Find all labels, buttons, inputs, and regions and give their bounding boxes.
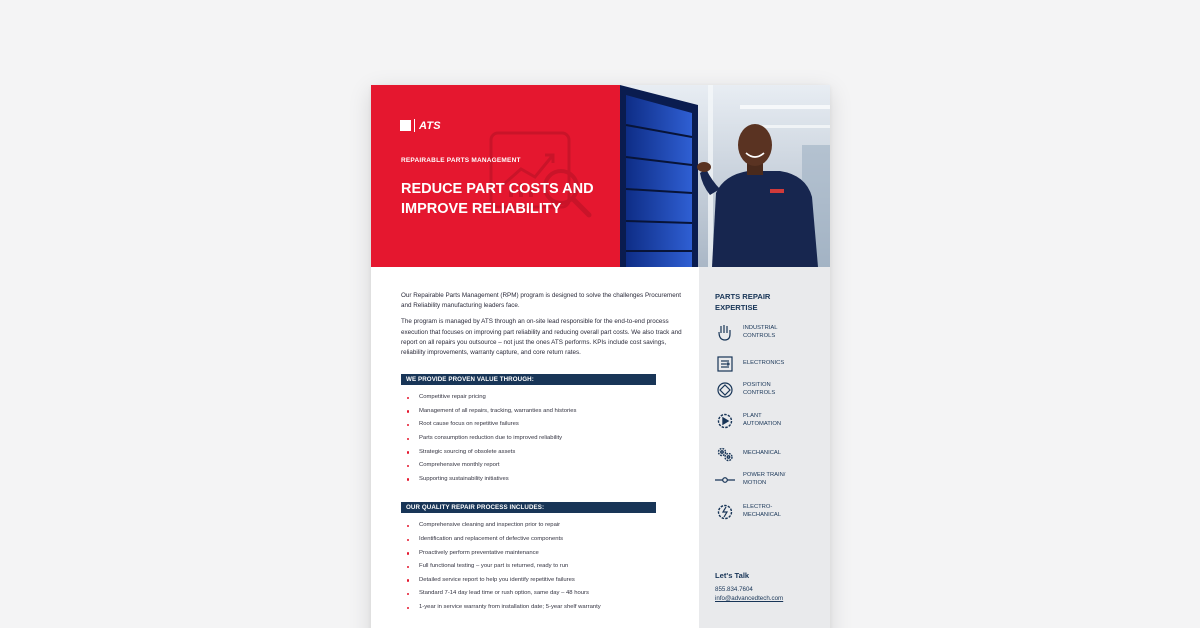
list-item: Identification and replacement of defective components — [405, 533, 691, 547]
target-icon — [715, 380, 735, 400]
play-gear-icon — [715, 411, 735, 431]
gears-icon — [715, 444, 735, 464]
eyebrow-label: REPAIRABLE PARTS MANAGEMENT — [401, 157, 521, 164]
section-heading-process: OUR QUALITY REPAIR PROCESS INCLUDES: — [401, 502, 656, 513]
logo-divider — [414, 119, 415, 132]
bolt-gear-icon — [715, 502, 735, 522]
section-heading-value: WE PROVIDE PROVEN VALUE THROUGH: — [401, 374, 656, 385]
header-banner — [371, 85, 830, 267]
flyer-document — [371, 85, 830, 628]
ats-logo — [400, 119, 441, 132]
expertise-label: CONTROLS — [743, 390, 776, 396]
header-red-panel — [371, 85, 620, 267]
list-item: Comprehensive cleaning and inspection prior to repair — [405, 519, 691, 533]
contact-email-link[interactable]: info@advancedtech.com — [715, 595, 784, 603]
list-item: Supporting sustainability initiatives — [405, 473, 691, 487]
power-train-icon — [715, 470, 735, 490]
expertise-label: CONTROLS — [743, 333, 776, 339]
sidebar-title-line2: EXPERTISE — [715, 302, 758, 312]
expertise-plant-automation — [715, 411, 803, 431]
expertise-label: MECHANICAL — [743, 450, 782, 457]
photo-illustration — [620, 85, 830, 267]
expertise-label: ELECTRONICS — [743, 360, 785, 367]
intro-paragraph-1: Our Repairable Parts Management (RPM) program is designed to solve the challenges Procurement and Reliability manufacturing leaders face. — [401, 292, 681, 310]
value-list — [401, 391, 691, 486]
list-item: Standard 7-14 day lead time or rush option, same day – 48 hours — [405, 587, 691, 601]
list-item: Management of all repairs, tracking, warranties and histories — [405, 405, 691, 419]
main-content — [401, 291, 691, 615]
expertise-label: POSITION — [743, 382, 771, 389]
list-item: Detailed service report to help you identify repetitive failures — [405, 574, 691, 588]
list-item: Full functional testing – your part is returned, ready to run — [405, 560, 691, 574]
expertise-label: MOTION — [743, 480, 767, 486]
expertise-electro-mechanical — [715, 502, 803, 522]
expertise-label: PLANT — [743, 413, 762, 420]
expertise-mechanical — [715, 444, 803, 464]
process-list — [401, 519, 691, 614]
page-title: REDUCE PART COSTS AND IMPROVE RELIABILITY — [401, 181, 594, 217]
expertise-label: INDUSTRIAL — [743, 325, 778, 332]
expertise-power-train — [715, 470, 803, 490]
intro-paragraph-2: The program is managed by ATS through an on-site lead responsible for the end-to-end process execution that focuses on improving part reliability and reducing overall part costs. We also track and report on all repairs you outsource – not just the ones ATS performs. KPIs include cost savings, reliability improvements, warranty capture, and core return rates. — [401, 318, 682, 357]
sidebar-title — [715, 292, 770, 313]
expertise-position-controls — [715, 380, 803, 400]
circuit-board-icon — [715, 354, 735, 374]
expertise-label: AUTOMATION — [743, 421, 782, 427]
expertise-industrial-controls — [715, 323, 803, 343]
contact-block — [715, 571, 783, 604]
contact-phone[interactable]: 855.834.7604 — [715, 586, 753, 593]
expertise-label: POWER TRAIN/ — [743, 472, 786, 479]
contact-title: Let's Talk — [715, 571, 750, 580]
expertise-label: ELECTRO- — [743, 504, 773, 511]
logo-text: ATS — [419, 119, 441, 132]
list-item: Competitive repair pricing — [405, 391, 691, 405]
list-item: Comprehensive monthly report — [405, 459, 691, 473]
sidebar-title-line1: PARTS REPAIR — [715, 292, 771, 301]
list-item: Parts consumption reduction due to improved reliability — [405, 432, 691, 446]
list-item: 1-year in service warranty from installation date; 5-year shelf warranty — [405, 601, 691, 615]
hand-control-icon — [715, 323, 735, 343]
warehouse-worker-photo — [620, 85, 830, 267]
expertise-label: MECHANICAL — [743, 512, 782, 518]
list-item: Proactively perform preventative maintenance — [405, 547, 691, 561]
list-item: Strategic sourcing of obsolete assets — [405, 446, 691, 460]
list-item: Root cause focus on repetitive failures — [405, 418, 691, 432]
expertise-sidebar — [699, 267, 830, 628]
expertise-electronics — [715, 354, 803, 374]
logo-square-icon — [400, 120, 411, 131]
